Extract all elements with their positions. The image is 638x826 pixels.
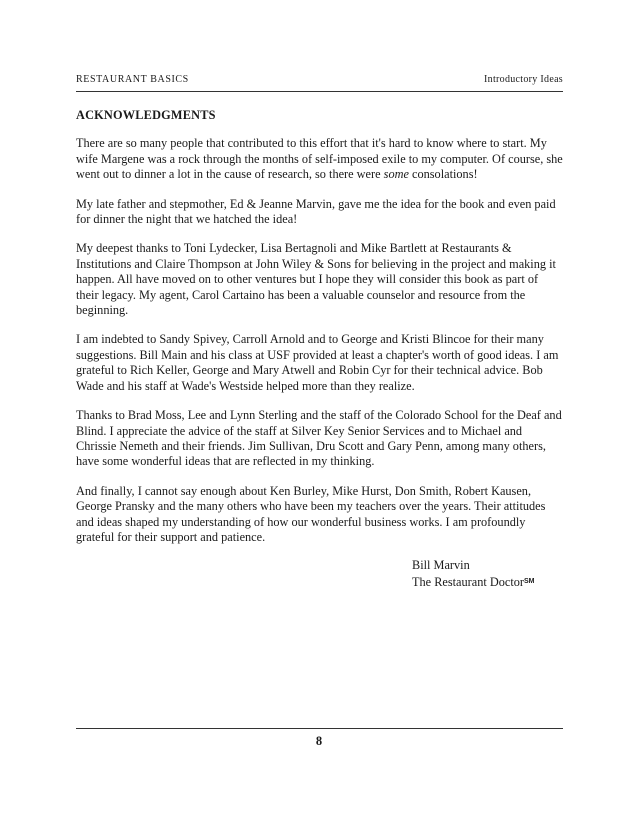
header-section-title: Introductory Ideas (484, 74, 563, 85)
signature-name: Bill Marvin (412, 558, 470, 573)
paragraph-4: I am indebted to Sandy Spivey, Carroll Arnold and to George and Kristi Blincoe for their many suggestions. Bill Main and his class at USF provided at least a chapter's worth of good ideas. I am grateful to Rich Keller, George and Mary Atwell and Robin Cyr for their technical advice. Bob Wade and his staff at Wade's Westside helped more than they realize. (76, 332, 559, 393)
footer-divider (76, 728, 563, 729)
paragraph-2: My late father and stepmother, Ed & Jeanne Marvin, gave me the idea for the book and even paid for dinner the night that we hatched the idea! (76, 196, 556, 227)
signature-block (412, 558, 563, 590)
paragraph-6: And finally, I cannot say enough about Ken Burley, Mike Hurst, Don Smith, Robert Kausen, George Pransky and the many others who have been my teachers over the years. Their attitudes and ideas shaped my understanding of how our wonderful business works. I am profoundly grateful for their support and patience. (76, 483, 546, 544)
service-mark: SM (524, 577, 535, 585)
section-heading: ACKNOWLEDGMENTS (76, 108, 216, 122)
signature-title: The Restaurant Doctor (412, 574, 524, 589)
paragraph-1 (76, 136, 563, 182)
paragraph-1-text-start: There are so many people that contributed to this effort that it's hard to know where to start. My wife Margene was a rock through the months of self-imposed exile to my computer. Of course, she went out to dinner a lot in the cause of research, so there were (76, 136, 563, 182)
paragraph-3: My deepest thanks to Toni Lydecker, Lisa Bertagnoli and Mike Bartlett at Restaurants & Institutions and Claire Thompson at John Wiley & Sons for believing in the project and making it happen. All have moved on to other ventures but I hope they will consider this book as part of their legacy. My agent, Carol Cartaino has been a valuable counselor and resource from the beginning. (76, 241, 556, 318)
paragraph-1-emphasis: some (383, 167, 409, 182)
header-divider (76, 91, 563, 92)
signature-title-line (412, 574, 563, 590)
paragraph-1-text-end: consolations! (408, 167, 478, 182)
header-book-title: RESTAURANT BASICS (76, 74, 189, 85)
running-header (76, 74, 563, 88)
page-body (76, 108, 563, 590)
page-number: 8 (315, 734, 323, 748)
paragraph-5: Thanks to Brad Moss, Lee and Lynn Sterling and the staff of the Colorado School for the Deaf and Blind. I appreciate the advice of the staff at Silver Key Senior Services and to Michael and Chrissie Nemeth and their friends. Jim Sullivan, Dru Scott and Gary Penn, among many others, have some wonderful ideas that are reflected in my thinking. (76, 408, 562, 469)
